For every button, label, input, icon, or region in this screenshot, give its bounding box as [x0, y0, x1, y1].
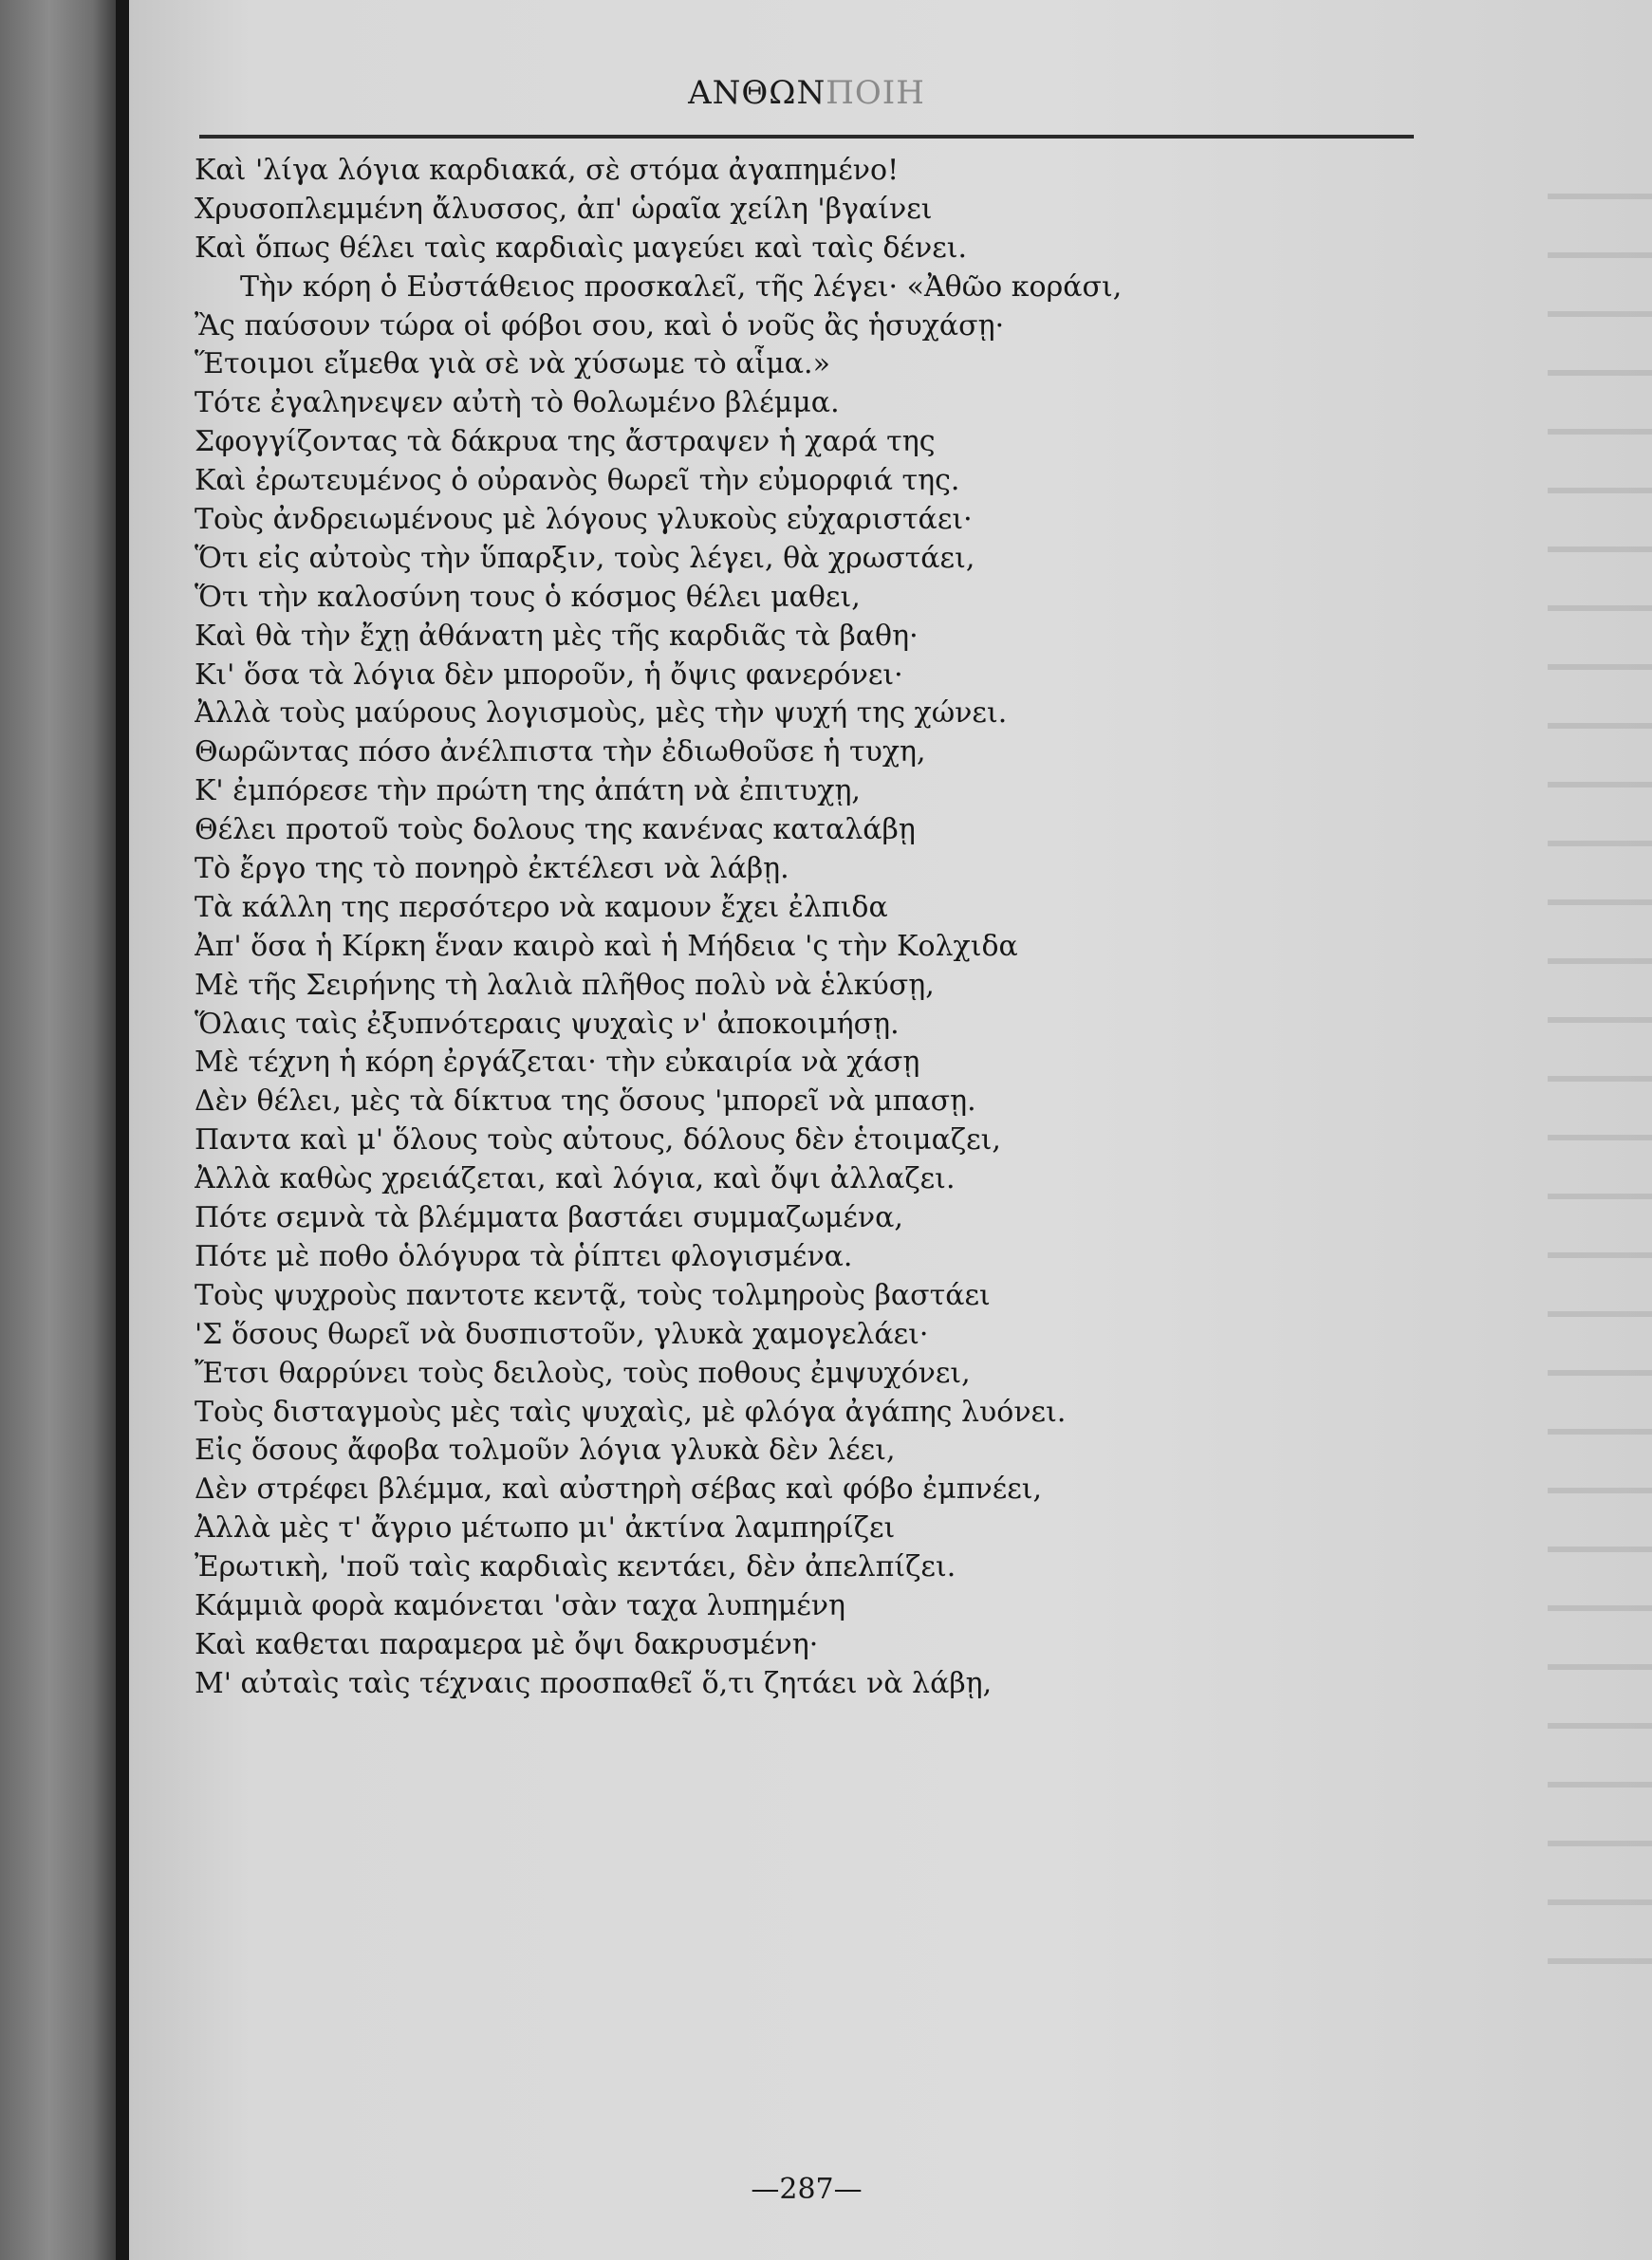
poem-line: Μὲ τέχνη ἡ κόρη ἐργάζεται· τὴν εὐκαιρία νὰ χάσῃ — [195, 1046, 920, 1080]
poem-line: Τὰ κάλλη της περσότερο νὰ καμουν ἔχει ἐλπιδα — [195, 890, 888, 924]
poem-line: Ἕτοιμοι εἴμεθα γιὰ σὲ νὰ χύσωμε τὸ αἷμα.» — [195, 347, 830, 381]
poem-line: 'Σ ὅσους θωρεῖ νὰ δυσπιστοῦν, γλυκὰ χαμογελάει· — [195, 1317, 929, 1351]
poem-line: Ἐρωτικὴ, 'ποῦ ταὶς καρδιαὶς κεντάει, δὲν ἀπελπίζει. — [195, 1550, 956, 1584]
poem-line: Κ' ἐμπόρεσε τὴν πρώτη της ἀπάτη νὰ ἐπιτυχῃ, — [195, 774, 861, 808]
poem-line: Καὶ ἐρωτευμένος ὁ οὐρανὸς θωρεῖ τὴν εὐμορφιά της. — [195, 464, 960, 498]
poem-line: Εἰς ὅσους ἄφοβα τολμοῦν λόγια γλυκὰ δὲν λέει, — [195, 1434, 896, 1468]
poem-line: Τοὺς ψυχροὺς παντοτε κεντᾷ, τοὺς τολμηροὺς βαστάει — [195, 1278, 991, 1312]
poem-line: Τοὺς ἀνδρειωμένους μὲ λόγους γλυκοὺς εὐχαριστάει· — [195, 503, 973, 537]
poem-line: Καὶ ὅπως θέλει ταὶς καρδιαὶς μαγεύει καὶ ταὶς δένει. — [195, 231, 968, 265]
running-header — [199, 74, 1414, 112]
poem-line: Ἀλλὰ μὲς τ' ἄγριο μέτωπο μι' ἀκτίνα λαμπηρίζει — [195, 1511, 896, 1546]
poem-line: Ἔτσι θαρρύνει τοὺς δειλοὺς, τοὺς ποθους ἐμψυχόνει, — [195, 1356, 971, 1390]
poem-line: Τοὺς δισταγμοὺς μὲς ταὶς ψυχαὶς, μὲ φλόγα ἀγάπης λυόνει. — [195, 1395, 1067, 1429]
poem-line: Δὲν στρέφει βλέμμα, καὶ αὐστηρὴ σέβας καὶ φόβο ἐμπνέει, — [195, 1473, 1043, 1507]
poem-line: Μ' αὐταὶς ταὶς τέχναις προσπαθεῖ ὅ,τι ζητάει νὰ λάβῃ, — [195, 1666, 993, 1700]
poem-line: Ὅτι τὴν καλοσύνη τους ὁ κόσμος θέλει μαθει, — [195, 580, 861, 614]
poem-line: Καὶ καθεται παραμερα μὲ ὄψι δακρυσμένη· — [195, 1627, 819, 1661]
poem-line: Πότε μὲ ποθο ὁλόγυρα τὰ ῥίπτει φλογισμένα. — [195, 1239, 853, 1273]
header-title: ΑΝΘΩΝ — [688, 74, 826, 112]
poem-line: Τὸ ἔργο της τὸ πονηρὸ ἐκτέλεσι νὰ λάβῃ. — [195, 852, 789, 886]
book-gutter-shadow — [116, 0, 129, 2260]
page-number: —287— — [751, 2173, 863, 2206]
poem-line: Μὲ τῆς Σειρήνης τὴ λαλιὰ πλῆθος πολὺ νὰ ἑλκύσῃ, — [195, 968, 935, 1002]
poem-line: Ἀλλὰ τοὺς μαύρους λογισμοὺς, μὲς τὴν ψυχή της χώνει. — [195, 696, 1008, 731]
poem-line: Ὅτι εἰς αὐτοὺς τὴν ὕπαρξιν, τοὺς λέγει, θὰ χρωστάει, — [195, 541, 975, 575]
book-spine — [0, 0, 123, 2260]
poem-line: Ἀπ' ὅσα ἡ Κίρκη ἕναν καιρὸ καὶ ἡ Μήδεια 'ς τὴν Κολχιδα — [195, 929, 1018, 963]
poem-line: Καὶ θὰ τὴν ἔχῃ ἀθάνατη μὲς τῆς καρδιᾶς τὰ βαθη· — [195, 619, 919, 653]
poem-line: Ἀλλὰ καθὼς χρειάζεται, καὶ λόγια, καὶ ὄψι ἀλλαζει. — [195, 1162, 956, 1196]
poem-line: Ὅλαις ταὶς ἐξυπνότεραις ψυχαὶς ν' ἀποκοιμήσῃ. — [195, 1007, 900, 1041]
header-ghost-text: ΠΟΙΗ — [826, 74, 925, 112]
poem-text — [195, 152, 1457, 1704]
poem-line: Χρυσοπλεμμένη ἄλυσσος, ἀπ' ὡραῖα χείλη 'βγαίνει — [195, 192, 933, 226]
poem-line: Σφογγίζοντας τὰ δάκρυα της ἄστραψεν ἡ χαρά της — [195, 425, 936, 459]
poem-line: Καὶ 'λίγα λόγια καρδιακά, σὲ στόμα ἀγαπημένο! — [195, 154, 900, 187]
poem-line: Θέλει προτοῦ τοὺς δολους της κανένας καταλάβῃ — [195, 813, 916, 847]
poem-line: Τὴν κόρη ὁ Εὐστάθειος προσκαλεῖ, τῆς λέγει· «Ἀθῶο κοράσι, — [240, 269, 1123, 304]
poem-line: Πότε σεμνὰ τὰ βλέμματα βαστάει συμμαζωμένα, — [195, 1201, 903, 1235]
poem-line: Κι' ὅσα τὰ λόγια δὲν μποροῦν, ἡ ὄψις φανερόνει· — [195, 658, 903, 692]
poem-line: Ἂς παύσουν τώρα οἱ φόβοι σου, καὶ ὁ νοῦς ἂς ἡσυχάσῃ· — [195, 308, 1005, 343]
poem-line: Τότε ἐγαληνεψεν αὐτὴ τὸ θολωμένο βλέμμα. — [195, 386, 840, 420]
poem-line: Κάμμιὰ φορὰ καμόνεται 'σὰν ταχα λυπημένη — [195, 1588, 846, 1622]
poem-line: Θωρῶντας πόσο ἀνέλπιστα τὴν ἐδιωθοῦσε ἡ τυχη, — [195, 735, 926, 769]
poem-line: Δὲν θέλει, μὲς τὰ δίκτυα της ὅσους 'μπορεῖ νὰ μπασῃ. — [195, 1084, 976, 1119]
poem-line: Παντα καὶ μ' ὅλους τοὺς αὐτους, δόλους δὲν ἑτοιμαζει, — [195, 1123, 1001, 1158]
header-rule — [199, 135, 1414, 139]
show-through-text — [1548, 161, 1652, 1964]
